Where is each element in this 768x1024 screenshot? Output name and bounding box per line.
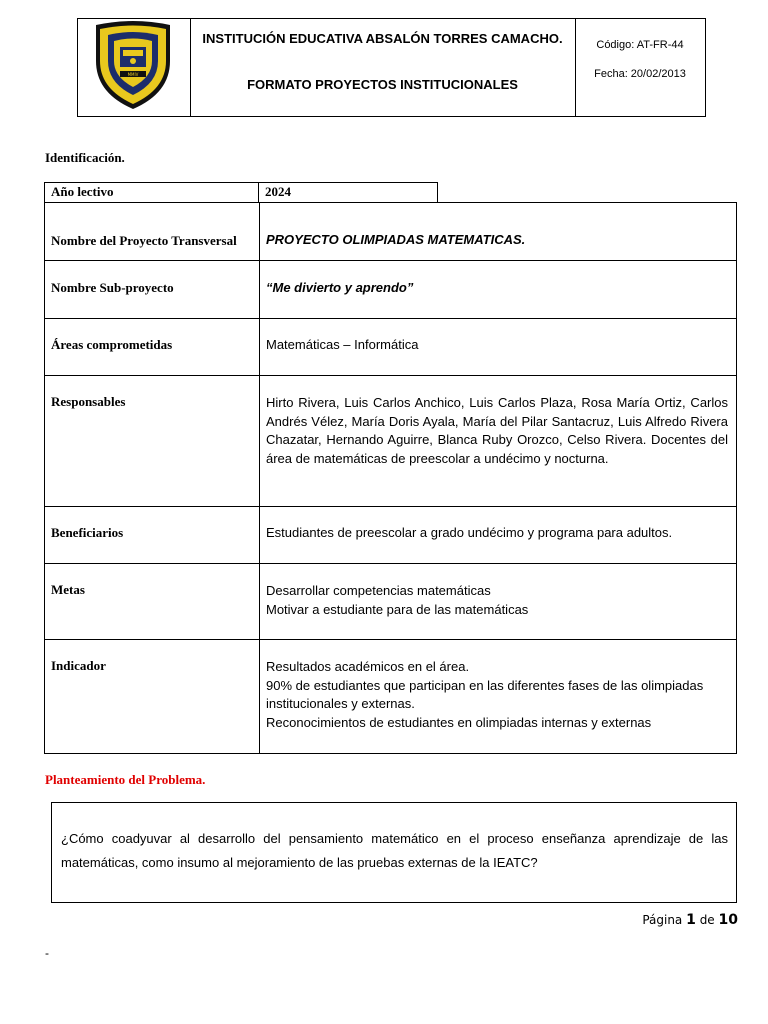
school-crest-icon xyxy=(90,21,176,111)
table-row xyxy=(45,261,737,319)
problem-heading: Planteamiento del Problema. xyxy=(45,772,206,787)
problem-box xyxy=(51,802,737,903)
format-title: FORMATO PROYECTOS INSTITUCIONALES xyxy=(247,77,518,92)
identification-heading: Identificación. xyxy=(45,150,125,165)
indicador-line: 90% de estudiantes que participan en las diferentes fases de las olimpiadas institucionales y externas. xyxy=(266,677,704,711)
row-label-cell xyxy=(45,261,260,319)
project-name-value: PROYECTO OLIMPIADAS MATEMATICAS. xyxy=(266,232,526,247)
table-row xyxy=(45,319,737,376)
page-total: 10 xyxy=(718,912,738,928)
metas-value xyxy=(260,564,736,619)
areas-value: Matemáticas – Informática xyxy=(266,337,419,352)
indicador-label: Indicador xyxy=(51,658,106,673)
table-row xyxy=(45,203,737,261)
responsables-label: Responsables xyxy=(51,394,126,409)
problem-text: ¿Cómo coadyuvar al desarrollo del pensamiento matemático en el proceso enseñanza aprendizaje de las matemáticas, como insumo al mejoramiento de las pruebas externas de la IEATC? xyxy=(61,831,728,870)
responsables-value: Hirto Rivera, Luis Carlos Anchico, Luis Carlos Plaza, Rosa María Ortiz, Carlos Andrés Vélez, María Doris Ayala, María del Pilar Santacruz, Luis Alfredo Rivera Chazatar, Hernando Aguirre, Blanca Ruby Orozco, Celso Rivera. Docentes del área de matemáticas de preescolar a undécimo y nocturna. xyxy=(266,395,728,466)
row-label-cell xyxy=(45,376,260,507)
row-value-cell xyxy=(260,640,737,754)
identification-table xyxy=(44,202,737,754)
header-title-cell xyxy=(190,19,576,116)
table-row xyxy=(45,640,737,754)
project-name-label: Nombre del Proyecto Transversal xyxy=(51,233,237,248)
document-code: Código: AT-FR-44 xyxy=(596,39,684,51)
table-row xyxy=(45,376,737,507)
row-value-cell xyxy=(260,507,737,564)
table-row xyxy=(45,564,737,640)
metas-line: Motivar a estudiante para de las matemáticas xyxy=(266,601,529,617)
subproject-value: “Me divierto y aprendo” xyxy=(266,280,414,295)
row-value-cell xyxy=(260,376,737,507)
beneficiarios-label: Beneficiarios xyxy=(51,525,124,540)
logo-cell xyxy=(78,19,191,116)
indicador-line: Resultados académicos en el área. xyxy=(266,659,470,674)
page-number xyxy=(642,912,738,928)
subproject-label: Nombre Sub-proyecto xyxy=(51,280,174,295)
metas-label: Metas xyxy=(51,582,85,597)
document-date: Fecha: 20/02/2013 xyxy=(594,68,686,80)
stray-mark: - xyxy=(45,946,49,960)
row-value-cell xyxy=(260,319,737,376)
indicador-line: Reconocimientos de estudiantes en olimpiadas internas y externas xyxy=(266,714,652,730)
page-current: 1 xyxy=(686,912,696,928)
row-label-cell xyxy=(45,640,260,754)
areas-label: Áreas comprometidas xyxy=(51,337,173,352)
year-value: 2024 xyxy=(258,182,438,203)
beneficiarios-value: Estudiantes de preescolar a grado undécimo y programa para adultos. xyxy=(266,525,673,540)
document-header xyxy=(77,18,706,117)
indicador-value xyxy=(260,640,736,732)
year-label: Año lectivo xyxy=(44,182,259,203)
institution-name: INSTITUCIÓN EDUCATIVA ABSALÓN TORRES CAMACHO. xyxy=(202,31,563,46)
row-label-cell xyxy=(45,507,260,564)
page-of: de xyxy=(699,913,715,927)
metas-line: Desarrollar competencias matemáticas xyxy=(266,583,491,598)
header-code-cell xyxy=(575,19,705,116)
row-label-cell xyxy=(45,319,260,376)
table-row xyxy=(45,507,737,564)
row-label-cell xyxy=(45,564,260,640)
row-value-cell xyxy=(260,203,737,261)
svg-text:MMIV: MMIV xyxy=(127,72,139,77)
row-value-cell xyxy=(260,564,737,640)
row-value-cell xyxy=(260,261,737,319)
row-label-cell xyxy=(45,203,260,261)
page-word: Página xyxy=(642,913,683,927)
